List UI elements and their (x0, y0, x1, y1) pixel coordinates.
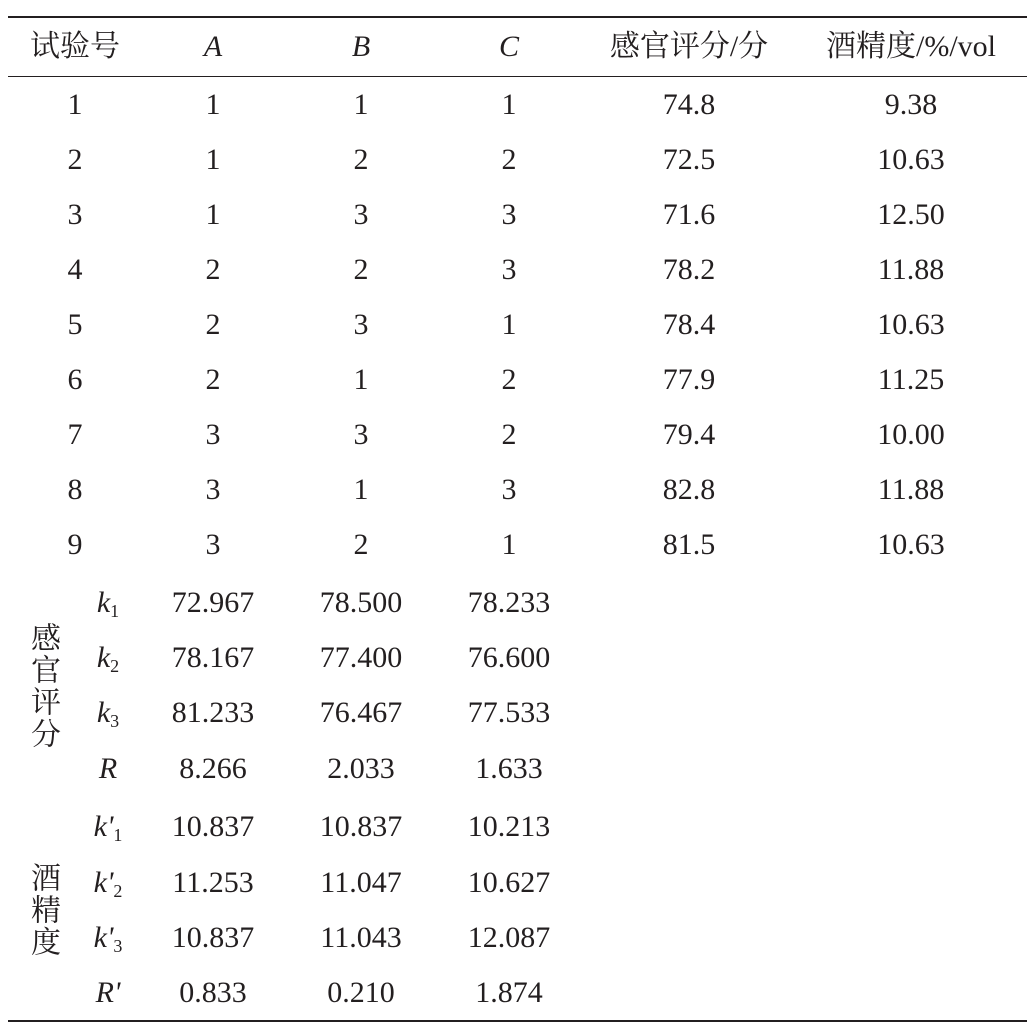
stat-symbol (93, 866, 123, 901)
table-cell: 10.63 (877, 528, 945, 561)
table-cell: 1 (205, 198, 221, 231)
stat-value: 1.874 (475, 976, 543, 1009)
stat-symbol-text: k (96, 586, 111, 619)
stat-value: 77.400 (319, 641, 403, 674)
table-cell: 9.38 (884, 88, 938, 121)
table-cell: 78.2 (662, 253, 716, 286)
group-label-sensory: 感官评分 (26, 622, 59, 750)
table-cell: 2 (501, 418, 517, 451)
stat-value: 11.047 (320, 866, 402, 899)
stat-value: 11.253 (172, 866, 254, 899)
header-rule (8, 76, 1027, 77)
table-cell: 11.88 (877, 253, 945, 286)
bottom-rule (8, 1020, 1027, 1022)
stat-symbol-subscript: 2 (113, 881, 123, 901)
table-cell: 7 (67, 418, 83, 451)
table-cell: 10.63 (877, 308, 945, 341)
stat-value: 76.467 (319, 696, 403, 729)
stat-symbol-subscript: 3 (113, 936, 123, 956)
stat-value: 10.213 (467, 810, 551, 843)
top-rule (8, 16, 1027, 18)
table-cell: 1 (205, 143, 221, 176)
table-cell: 81.5 (662, 528, 716, 561)
table-cell: 10.63 (877, 143, 945, 176)
header-factor-b: B (351, 30, 371, 63)
stat-value: 81.233 (171, 696, 255, 729)
table-cell: 82.8 (662, 473, 716, 506)
header-factor-a: A (203, 30, 223, 63)
table-cell: 1 (67, 88, 83, 121)
table-cell: 1 (353, 473, 369, 506)
table-cell: 8 (67, 473, 83, 506)
table-cell: 2 (205, 363, 221, 396)
table-cell: 1 (501, 88, 517, 121)
stat-value: 1.633 (475, 752, 543, 785)
table-cell: 2 (353, 253, 369, 286)
table-cell: 2 (67, 143, 83, 176)
stat-value: 78.233 (467, 586, 551, 619)
header-trial-no: 试验号 (30, 30, 120, 63)
table-cell: 3 (353, 418, 369, 451)
table-cell: 2 (205, 253, 221, 286)
table-cell: 12.50 (877, 198, 945, 231)
stat-value: 10.627 (467, 866, 551, 899)
stat-value: 11.043 (320, 921, 402, 954)
table-cell: 2 (501, 363, 517, 396)
table-cell: 9 (67, 528, 83, 561)
stat-symbol (99, 754, 117, 784)
stat-symbol (93, 921, 123, 956)
table-cell: 74.8 (662, 88, 716, 121)
table-cell: 3 (205, 528, 221, 561)
stat-symbol-text: R (98, 752, 118, 785)
stat-value: 78.167 (171, 641, 255, 674)
stat-value: 78.500 (319, 586, 403, 619)
table-cell: 4 (67, 253, 83, 286)
table-cell: 3 (501, 198, 517, 231)
header-factor-c: C (498, 30, 520, 63)
table-cell: 1 (205, 88, 221, 121)
table-cell: 3 (501, 253, 517, 286)
table-cell: 10.00 (877, 418, 945, 451)
stat-value: 10.837 (171, 810, 255, 843)
stat-symbol (96, 978, 121, 1008)
stat-value: 0.210 (327, 976, 395, 1009)
group-label-alcohol: 酒精度 (26, 862, 59, 958)
table-cell: 79.4 (662, 418, 716, 451)
stat-symbol (93, 810, 123, 845)
table-cell: 2 (205, 308, 221, 341)
table-cell: 3 (353, 308, 369, 341)
table-cell: 1 (353, 88, 369, 121)
table-cell: 78.4 (662, 308, 716, 341)
stat-symbol-subscript: 3 (110, 711, 120, 731)
stat-value: 72.967 (171, 586, 255, 619)
stat-symbol-subscript: 1 (113, 825, 123, 845)
stat-symbol-text: R' (95, 976, 121, 1009)
table-cell: 1 (501, 528, 517, 561)
stat-symbol (96, 641, 120, 676)
stat-symbol (96, 586, 120, 621)
table-cell: 3 (353, 198, 369, 231)
stat-value: 12.087 (467, 921, 551, 954)
table-cell: 2 (353, 143, 369, 176)
table-cell: 1 (353, 363, 369, 396)
table-cell: 1 (501, 308, 517, 341)
stat-symbol-text: k' (93, 921, 114, 954)
table-cell: 3 (205, 418, 221, 451)
stat-symbol-text: k' (93, 810, 114, 843)
table-cell: 71.6 (662, 198, 716, 231)
stat-value: 77.533 (467, 696, 551, 729)
stat-value: 10.837 (171, 921, 255, 954)
table-cell: 11.25 (877, 363, 945, 396)
table-cell: 3 (67, 198, 83, 231)
table-cell: 6 (67, 363, 83, 396)
stat-value: 8.266 (179, 752, 247, 785)
table-cell: 72.5 (662, 143, 716, 176)
table-cell: 77.9 (662, 363, 716, 396)
stat-symbol-subscript: 2 (110, 656, 120, 676)
stat-value: 2.033 (327, 752, 395, 785)
stat-symbol-text: k (96, 641, 111, 674)
table-cell: 2 (501, 143, 517, 176)
table-cell: 3 (501, 473, 517, 506)
stat-symbol-text: k (96, 696, 111, 729)
stat-value: 10.837 (319, 810, 403, 843)
table-cell: 11.88 (877, 473, 945, 506)
stat-symbol-subscript: 1 (110, 601, 120, 621)
table-cell: 3 (205, 473, 221, 506)
stat-value: 0.833 (179, 976, 247, 1009)
stat-value: 76.600 (467, 641, 551, 674)
header-sensory-score: 感官评分/分 (609, 30, 769, 63)
table-cell: 5 (67, 308, 83, 341)
stat-symbol-text: k' (93, 866, 114, 899)
table-cell: 2 (353, 528, 369, 561)
header-alcohol-content: 酒精度/%/vol (826, 30, 996, 63)
stat-symbol (96, 696, 120, 731)
